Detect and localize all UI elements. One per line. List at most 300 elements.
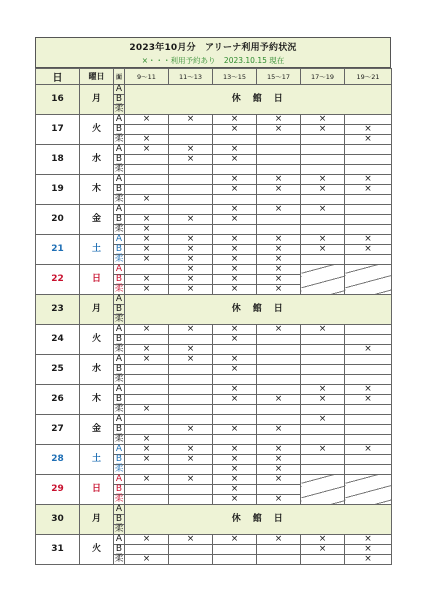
slot-cell [125, 545, 169, 555]
slot-cell: × [301, 445, 345, 455]
slot-cell [257, 375, 301, 385]
slot-cell: × [345, 395, 392, 405]
slot-cell: × [213, 535, 257, 545]
slot-cell: × [345, 345, 392, 355]
day-number: 16 [36, 85, 80, 115]
weekday-label: 金 [80, 205, 114, 235]
slot-cell [345, 325, 392, 335]
table-row [36, 535, 392, 545]
slot-cell: × [301, 545, 345, 555]
title-box [35, 37, 391, 68]
weekday-label: 月 [80, 505, 114, 535]
slot-cell: × [257, 395, 301, 405]
slot-cell: × [213, 445, 257, 455]
slot-cell [301, 165, 345, 175]
table-row [36, 415, 392, 425]
slot-cell [213, 345, 257, 355]
court-label: 柔 [114, 104, 124, 114]
court-label: A [114, 475, 125, 485]
court-label: 柔 [114, 314, 124, 324]
table-row [36, 205, 392, 215]
slot-cell [345, 405, 392, 415]
weekday-label: 火 [80, 535, 114, 565]
slot-cell: × [301, 415, 345, 425]
table-row [36, 475, 392, 485]
slot-cell: × [345, 185, 392, 195]
court-label: A [114, 85, 125, 95]
slot-cell [257, 225, 301, 235]
reservation-table [35, 68, 392, 565]
as-of-date: 2023.10.15 現在 [223, 56, 285, 65]
slot-cell: × [257, 535, 301, 545]
slot-cell [213, 545, 257, 555]
slot-cell: × [125, 455, 169, 465]
slot-cell: × [345, 175, 392, 185]
slot-cell: × [213, 465, 257, 475]
table-row [36, 235, 392, 245]
slot-cell [125, 365, 169, 375]
court-label: 柔 [114, 524, 124, 534]
slot-cell: × [169, 455, 213, 465]
slot-cell [301, 225, 345, 235]
table-row [36, 385, 392, 395]
weekday-label: 木 [80, 175, 114, 205]
day-number: 20 [36, 205, 80, 235]
slot-cell: × [257, 185, 301, 195]
slot-cell [345, 365, 392, 375]
slot-cell: × [125, 405, 169, 415]
slot-cell: × [213, 245, 257, 255]
slot-cell [301, 365, 345, 375]
day-number: 26 [36, 385, 80, 415]
table-row [36, 265, 392, 275]
court-label: B [114, 395, 125, 405]
slot-cell: × [125, 325, 169, 335]
court-label: 柔 [114, 134, 124, 144]
slot-cell: × [169, 325, 213, 335]
slot-cell: × [301, 185, 345, 195]
slot-cell [125, 415, 169, 425]
court-label: B [114, 455, 125, 465]
court-label: B [114, 335, 125, 345]
table-row [36, 175, 392, 185]
court-label: B [114, 155, 125, 165]
court-label: A [114, 205, 125, 215]
slot-cell: × [125, 345, 169, 355]
slot-cell: × [169, 345, 213, 355]
slot-cell [169, 395, 213, 405]
slot-cell: × [213, 215, 257, 225]
slot-cell [125, 385, 169, 395]
slot-cell: × [125, 355, 169, 365]
court-label: B [114, 545, 125, 555]
weekday-label: 日 [80, 265, 114, 295]
slot-cell: × [301, 235, 345, 245]
slot-cell [301, 375, 345, 385]
slot-cell [257, 405, 301, 415]
slot-cell: × [301, 205, 345, 215]
day-number: 17 [36, 115, 80, 145]
weekday-label: 月 [80, 85, 114, 115]
header-slot: 15～17 [257, 69, 301, 85]
slot-cell [213, 405, 257, 415]
slot-cell: × [345, 135, 392, 145]
slot-cell [257, 145, 301, 155]
slot-cell: × [169, 285, 213, 295]
slot-cell: × [213, 365, 257, 375]
slot-cell [213, 375, 257, 385]
slot-cell [169, 545, 213, 555]
header-slot: 19～21 [345, 69, 392, 85]
slot-cell [125, 265, 169, 275]
slot-cell: × [257, 205, 301, 215]
slot-cell: × [213, 495, 257, 505]
slot-cell: × [257, 265, 301, 275]
court-label: A [114, 355, 125, 365]
court-label: B [114, 125, 125, 135]
slot-cell [125, 375, 169, 385]
slot-cell [257, 155, 301, 165]
header-slot: 9～11 [125, 69, 169, 85]
slot-cell: × [257, 275, 301, 285]
weekday-label: 火 [80, 115, 114, 145]
slot-cell: × [213, 475, 257, 485]
weekday-label: 金 [80, 415, 114, 445]
closed-day-cell: 休 館 日 [125, 505, 392, 535]
slot-cell [301, 455, 345, 465]
slot-cell: × [213, 285, 257, 295]
day-number: 21 [36, 235, 80, 265]
header-slot: 13～15 [213, 69, 257, 85]
slot-cell: × [345, 385, 392, 395]
slot-cell [125, 205, 169, 215]
weekday-label: 水 [80, 145, 114, 175]
day-number: 19 [36, 175, 80, 205]
table-body [36, 85, 392, 565]
court-label: A [114, 535, 125, 545]
slot-cell: × [169, 355, 213, 365]
page-title: 2023年10月分 アリーナ利用予約状況 [129, 43, 297, 53]
slot-cell [345, 165, 392, 175]
slot-cell [257, 135, 301, 145]
slot-cell [257, 215, 301, 225]
slot-cell: × [125, 435, 169, 445]
slot-cell [257, 485, 301, 495]
slot-cell [125, 155, 169, 165]
day-number: 22 [36, 265, 80, 295]
court-label: 柔 [114, 464, 124, 474]
header-row [36, 69, 392, 85]
slot-cell: × [125, 215, 169, 225]
slot-cell [345, 455, 392, 465]
slot-cell [125, 425, 169, 435]
table-row [36, 85, 392, 95]
slot-cell [345, 465, 392, 475]
court-label: A [114, 385, 125, 395]
slot-cell [345, 335, 392, 345]
slot-cell: × [257, 445, 301, 455]
slot-cell: × [257, 255, 301, 265]
slot-cell [125, 485, 169, 495]
slot-cell: × [257, 475, 301, 485]
slot-cell [169, 225, 213, 235]
slot-cell [125, 125, 169, 135]
slot-cell: × [125, 445, 169, 455]
slot-cell: × [257, 465, 301, 475]
unavailable-slot [301, 265, 345, 295]
slot-cell [301, 405, 345, 415]
slot-cell: × [169, 535, 213, 545]
slot-cell [301, 335, 345, 345]
slot-cell [213, 555, 257, 565]
day-number: 24 [36, 325, 80, 355]
slot-cell: × [169, 155, 213, 165]
table-row [36, 295, 392, 305]
slot-cell [213, 165, 257, 175]
weekday-label: 日 [80, 475, 114, 505]
court-label: B [114, 245, 125, 255]
slot-cell: × [257, 455, 301, 465]
slot-cell [345, 255, 392, 265]
slot-cell: × [345, 535, 392, 545]
slot-cell [345, 115, 392, 125]
slot-cell [213, 435, 257, 445]
slot-cell [301, 155, 345, 165]
title-subline [36, 55, 390, 66]
slot-cell [169, 175, 213, 185]
slot-cell: × [169, 215, 213, 225]
slot-cell [345, 415, 392, 425]
slot-cell: × [345, 245, 392, 255]
header-slot: 11～13 [169, 69, 213, 85]
day-number: 29 [36, 475, 80, 505]
unavailable-slot [345, 475, 392, 505]
slot-cell: × [213, 115, 257, 125]
slot-cell: × [257, 495, 301, 505]
court-label: A [114, 295, 125, 305]
slot-cell [345, 205, 392, 215]
weekday-label: 火 [80, 325, 114, 355]
day-number: 28 [36, 445, 80, 475]
court-label: 柔 [114, 404, 124, 414]
weekday-label: 水 [80, 355, 114, 385]
slot-cell [257, 415, 301, 425]
slot-cell: × [345, 555, 392, 565]
closed-day-cell: 休 館 日 [125, 295, 392, 325]
slot-cell [257, 345, 301, 355]
slot-cell: × [213, 455, 257, 465]
court-label: 柔 [114, 224, 124, 234]
slot-cell: × [213, 125, 257, 135]
header-day: 日 [36, 69, 80, 85]
slot-cell: × [213, 175, 257, 185]
weekday-label: 木 [80, 385, 114, 415]
slot-cell [301, 355, 345, 365]
slot-cell [169, 385, 213, 395]
slot-cell: × [345, 125, 392, 135]
slot-cell [169, 435, 213, 445]
slot-cell: × [125, 275, 169, 285]
slot-cell: × [213, 265, 257, 275]
court-label: 柔 [114, 254, 124, 264]
legend-text: ×・・・利用予約あり [141, 56, 216, 65]
slot-cell: × [213, 485, 257, 495]
slot-cell [301, 195, 345, 205]
slot-cell [345, 355, 392, 365]
slot-cell [169, 555, 213, 565]
court-label: A [114, 325, 125, 335]
table-row [36, 505, 392, 515]
court-label: A [114, 115, 125, 125]
slot-cell: × [213, 185, 257, 195]
slot-cell: × [125, 255, 169, 265]
slot-cell [125, 175, 169, 185]
slot-cell: × [213, 205, 257, 215]
court-label: 柔 [114, 284, 124, 294]
slot-cell [301, 435, 345, 445]
slot-cell: × [169, 445, 213, 455]
slot-cell: × [125, 195, 169, 205]
table-row [36, 325, 392, 335]
court-label: 柔 [114, 344, 124, 354]
slot-cell: × [169, 245, 213, 255]
slot-cell: × [257, 325, 301, 335]
slot-cell [345, 155, 392, 165]
slot-cell: × [125, 135, 169, 145]
day-number: 18 [36, 145, 80, 175]
slot-cell: × [169, 145, 213, 155]
slot-cell [257, 195, 301, 205]
day-number: 25 [36, 355, 80, 385]
slot-cell [125, 495, 169, 505]
slot-cell [301, 425, 345, 435]
slot-cell: × [213, 255, 257, 265]
court-label: A [114, 145, 125, 155]
weekday-label: 土 [80, 235, 114, 265]
court-label: A [114, 235, 125, 245]
slot-cell: × [345, 445, 392, 455]
slot-cell [169, 495, 213, 505]
slot-cell [125, 165, 169, 175]
court-label: 柔 [114, 554, 124, 564]
weekday-label: 月 [80, 295, 114, 325]
slot-cell [257, 365, 301, 375]
slot-cell: × [213, 235, 257, 245]
slot-cell: × [213, 335, 257, 345]
slot-cell [257, 555, 301, 565]
slot-cell [169, 125, 213, 135]
slot-cell: × [125, 475, 169, 485]
court-label: A [114, 175, 125, 185]
slot-cell [257, 335, 301, 345]
slot-cell [213, 415, 257, 425]
slot-cell: × [125, 145, 169, 155]
slot-cell: × [345, 545, 392, 555]
court-label: B [114, 95, 125, 105]
slot-cell [301, 135, 345, 145]
slot-cell [213, 135, 257, 145]
slot-cell [213, 225, 257, 235]
court-label: B [114, 515, 125, 525]
slot-cell [301, 255, 345, 265]
slot-cell [125, 465, 169, 475]
slot-cell [301, 145, 345, 155]
slot-cell: × [257, 175, 301, 185]
slot-cell [345, 145, 392, 155]
slot-cell [257, 545, 301, 555]
slot-cell [257, 165, 301, 175]
slot-cell: × [301, 125, 345, 135]
slot-cell [257, 385, 301, 395]
slot-cell: × [301, 115, 345, 125]
slot-cell: × [213, 275, 257, 285]
slot-cell: × [301, 325, 345, 335]
slot-cell: × [169, 275, 213, 285]
slot-cell [169, 165, 213, 175]
slot-cell: × [301, 175, 345, 185]
slot-cell [213, 195, 257, 205]
slot-cell: × [301, 245, 345, 255]
slot-cell [169, 405, 213, 415]
slot-cell: × [213, 425, 257, 435]
slot-cell: × [257, 245, 301, 255]
slot-cell [345, 225, 392, 235]
court-label: B [114, 275, 125, 285]
slot-cell [345, 195, 392, 205]
slot-cell: × [213, 155, 257, 165]
slot-cell: × [213, 325, 257, 335]
slot-cell [301, 555, 345, 565]
slot-cell [125, 335, 169, 345]
slot-cell [257, 355, 301, 365]
slot-cell: × [345, 235, 392, 245]
court-label: 柔 [114, 434, 124, 444]
slot-cell [169, 195, 213, 205]
slot-cell [169, 205, 213, 215]
table-row [36, 145, 392, 155]
slot-cell: × [169, 425, 213, 435]
day-number: 27 [36, 415, 80, 445]
slot-cell: × [213, 395, 257, 405]
slot-cell: × [169, 475, 213, 485]
reservation-sheet [35, 37, 391, 564]
unavailable-slot [345, 265, 392, 295]
slot-cell: × [125, 555, 169, 565]
court-label: 柔 [114, 164, 124, 174]
header-weekday: 曜日 [80, 69, 114, 85]
slot-cell: × [301, 385, 345, 395]
table-row [36, 445, 392, 455]
header-slot: 17～19 [301, 69, 345, 85]
court-label: B [114, 185, 125, 195]
court-label: B [114, 425, 125, 435]
slot-cell: × [257, 115, 301, 125]
slot-cell: × [213, 355, 257, 365]
slot-cell [169, 415, 213, 425]
day-number: 23 [36, 295, 80, 325]
slot-cell: × [169, 235, 213, 245]
court-label: A [114, 265, 125, 275]
slot-cell: × [257, 125, 301, 135]
slot-cell: × [213, 385, 257, 395]
day-number: 30 [36, 505, 80, 535]
closed-day-cell: 休 館 日 [125, 85, 392, 115]
slot-cell [345, 375, 392, 385]
slot-cell [169, 185, 213, 195]
slot-cell [125, 185, 169, 195]
slot-cell: × [169, 255, 213, 265]
slot-cell [301, 215, 345, 225]
